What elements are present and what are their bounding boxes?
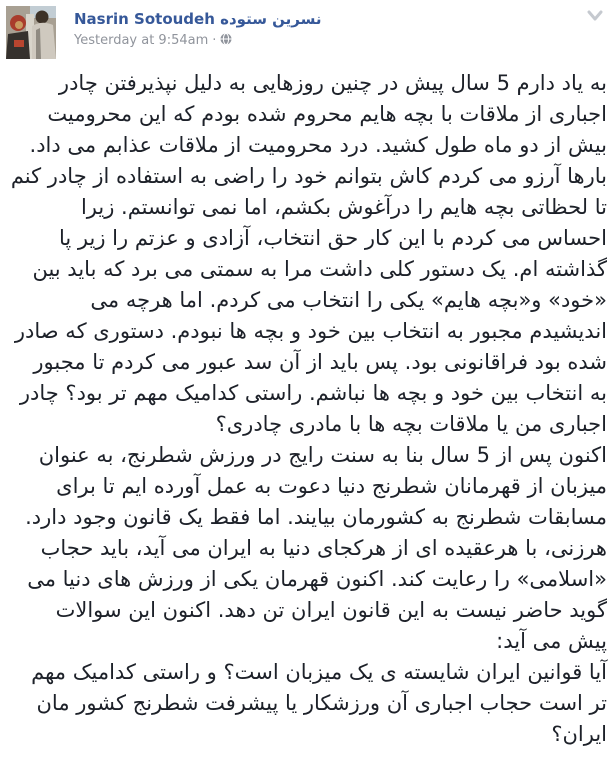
post-paragraph: اکنون پس از 5 سال بنا به سنت رایج در ورزش شطرنج، به عنوان میزبان از قهرمانان شطرنج دنیا دعوت به عمل آورده ایم تا برای مسابقات شطرنج به کشورمان بیایند. اما فقط یک قانون وجود دارد. هرزنی، با هرعقیده ای از هرکجای دنیا به ایران می آید، باید حجاب «اسلامی» را رعایت کند. اکنون قهرمان یکی از ورزش های دنیا می گوید حاضر نیست به این قانون ایران تن دهد. اکنون این سوالات پیش می آید: [25, 443, 607, 653]
post-header [0, 0, 616, 62]
header-text [74, 9, 322, 50]
profile-picture[interactable] [6, 6, 56, 59]
profile-photo-image [6, 6, 56, 59]
post-timestamp-link[interactable]: Yesterday at 9:54am [74, 33, 209, 48]
post-meta-row [74, 32, 322, 50]
post-paragraph: آیا قوانین ایران شایسته ی یک میزبان است؟ و راستی کدامیک مهم تر است حجاب اجباری آن ورزشکار یا پیشرفت شطرنج کشور مان ایران؟ [31, 660, 607, 746]
chevron-down-icon[interactable] [586, 8, 604, 22]
post-paragraph: به یاد دارم 5 سال پیش در چنین روزهایی به دلیل نپذیرفتن چادر اجباری از ملاقات با بچه هایم محروم شده بودم که این محرومیت بیش از دو ماه طول کشید. درد محرومیت از ملاقات عذابم می داد. بارها آرزو می کردم کاش بتوانم خود را راضی به استفاده از چادر کنم تا لحظاتی بچه هایم را درآغوش بکشم، اما نمی توانستم. زیرا احساس می کردم با این کار حق انتخاب، آزادی و عزتم را زیر پا گذاشته ام. یک دستور کلی داشت مرا به سمتی می برد که باید بین «خود» و«بچه هایم» یکی را انتخاب می کردم. اما هرچه می اندیشیدم مجبور به انتخاب بین خود و بچه ها نبودم. دستوری که صادر شده بود فراقانونی بود. پس باید از آن سد عبور می کردم تا مجبور به انتخاب بین خود و بچه ها نباشم. راستی کدامیک مهم تر بود؟ چادر اجباری من یا ملاقات بچه ها با مادری چادری؟ [10, 71, 607, 436]
author-name-link[interactable]: Nasrin Sotoudeh نسرين ستوده [74, 10, 322, 28]
meta-separator: · [212, 33, 217, 48]
post-body [0, 62, 616, 750]
globe-public-icon [220, 33, 232, 50]
